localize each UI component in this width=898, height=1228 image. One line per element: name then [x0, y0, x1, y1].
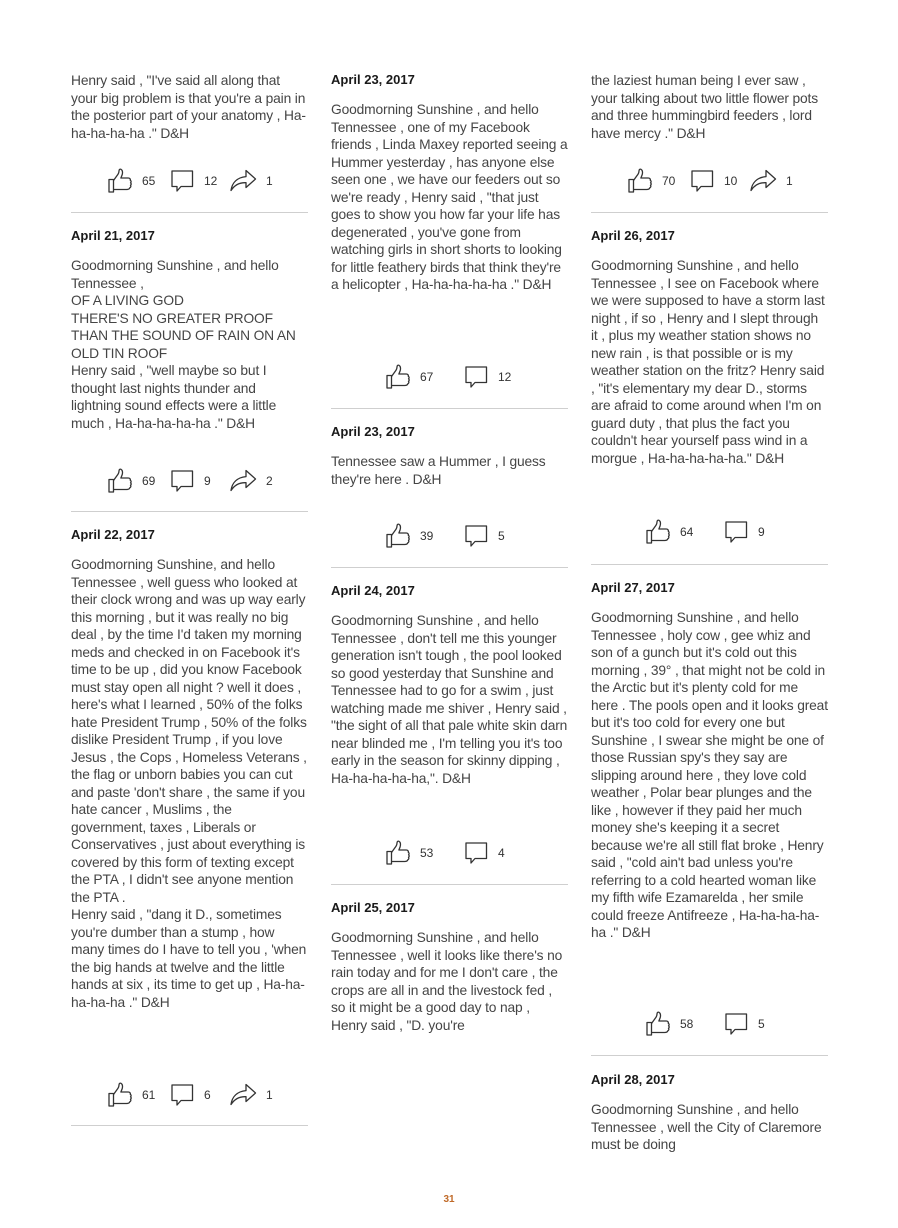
share-count: 1 [266, 1088, 273, 1102]
post-actions [331, 523, 568, 549]
post-actions [591, 168, 828, 194]
comment-count: 5 [758, 1017, 765, 1031]
like-count: 53 [420, 846, 434, 860]
comment-count: 5 [498, 529, 505, 543]
like-button[interactable] [627, 168, 675, 194]
post-date: April 22, 2017 [71, 527, 155, 542]
post-actions [331, 364, 568, 390]
like-count: 67 [420, 370, 434, 384]
share-button[interactable] [229, 168, 273, 194]
post-text: Goodmorning Sunshine , and hello Tennessee , well the City of Claremore must be doing [591, 1102, 822, 1152]
share-button[interactable] [749, 168, 793, 194]
share-arrow-icon [229, 168, 257, 194]
post-date: April 27, 2017 [591, 580, 675, 595]
thumbs-up-icon [107, 1082, 133, 1108]
like-count: 70 [662, 174, 676, 188]
like-button[interactable] [107, 468, 155, 494]
like-button[interactable] [645, 1011, 693, 1037]
post-date: April 25, 2017 [331, 900, 415, 915]
comment-count: 10 [724, 174, 738, 188]
like-button[interactable] [107, 168, 155, 194]
share-count: 1 [786, 174, 793, 188]
post-text: Goodmorning Sunshine , and hello Tennessee , holy cow , gee whiz and son of a gunch but it's cold out this morning , 39° , that might not be cold in the Arctic but it's plenty cold for me here . The pools open and it looks great but it's too cold for every one but Sunshine , I swear she might be one of those Russian spy's they say are slipping around here , they love cold weather , Polar bear plunges and the like , however if they paid her much money she's keeping it a secret because we're all still flat broke , Henry said , "cold ain't bad unless you're referring to a cold hearted woman like my fifth wife Ezamarelda , her smile could freeze Antifreeze , Ha-ha-ha-ha-ha ." D&H [591, 610, 828, 940]
thumbs-up-icon [385, 364, 411, 390]
post-actions [591, 1011, 828, 1037]
post-actions [71, 168, 308, 194]
post-divider [71, 1125, 308, 1126]
comment-count: 9 [204, 474, 211, 488]
post-divider [331, 567, 568, 568]
comment-count: 9 [758, 525, 765, 539]
comment-button[interactable] [169, 1082, 211, 1108]
post-divider [331, 884, 568, 885]
thumbs-up-icon [107, 468, 133, 494]
thumbs-up-icon [645, 1011, 671, 1037]
share-arrow-icon [229, 1082, 257, 1108]
post-text: Goodmorning Sunshine , and hello Tennessee , OF A LIVING GOD THERE'S NO GREATER PROOF THAN THE SOUND OF RAIN ON AN OLD TIN ROOF Henry said , "well maybe so but I thought last nights thunder and lightning sound effects were a little much , Ha-ha-ha-ha-ha ." D&H [71, 258, 296, 431]
comment-icon [723, 1011, 749, 1037]
thumbs-up-icon [385, 523, 411, 549]
comment-button[interactable] [169, 168, 217, 194]
post-actions [71, 468, 308, 494]
post-divider [331, 408, 568, 409]
comment-count: 4 [498, 846, 505, 860]
post-actions [591, 519, 828, 545]
like-count: 61 [142, 1088, 156, 1102]
post-date: April 21, 2017 [71, 228, 155, 243]
share-arrow-icon [749, 168, 777, 194]
like-button[interactable] [385, 840, 433, 866]
comment-icon [169, 1082, 195, 1108]
page-number: 31 [443, 1194, 455, 1205]
post-text: Goodmorning Sunshine , and hello Tennessee , one of my Facebook friends , Linda Maxey reported seeing a Hummer yesterday , has anyone else seen one , we have our feeders out so we're ready , Henry said , "that just goes to show you how far your life has degenerated , you've gone from watching girls in short shorts to looking for little feathery birds that think they're a helicopter , Ha-ha-ha-ha-ha ." D&H [331, 102, 568, 292]
like-button[interactable] [645, 519, 693, 545]
like-button[interactable] [385, 523, 433, 549]
thumbs-up-icon [385, 840, 411, 866]
comment-icon [689, 168, 715, 194]
comment-icon [723, 519, 749, 545]
post-date: April 28, 2017 [591, 1072, 675, 1087]
like-count: 65 [142, 174, 156, 188]
comment-icon [463, 840, 489, 866]
comment-button[interactable] [169, 468, 211, 494]
post-text: Henry said , "I've said all along that your big problem is that you're a pain in the posterior part of your anatomy , Ha-ha-ha-ha-ha ." D&H [71, 73, 306, 141]
post-text: Tennessee saw a Hummer , I guess they're here . D&H [331, 454, 546, 487]
comment-count: 12 [204, 174, 218, 188]
like-count: 58 [680, 1017, 694, 1031]
share-count: 2 [266, 474, 273, 488]
like-count: 69 [142, 474, 156, 488]
comment-count: 6 [204, 1088, 211, 1102]
comment-button[interactable] [689, 168, 737, 194]
post-text: Goodmorning Sunshine, and hello Tennessee , well guess who looked at their clock wrong and was up way early this morning , but it was really no big deal , by the time I'd taken my morning meds and checked in on Facebook it's time to be up , did you know Facebook must stay open all night ? well it does , here's what I learned , 50% of the folks hate President Trump , 50% of the folks dislike President Trump , if you love Jesus , the Cops , Homeless Veterans , the flag or unborn babies you can cut and paste 'don't share , the same if you hate cancer , Muslims , the government, taxes , Liberals or Conservatives , just about everything is covered by this form of texting except the PTA , I didn't see anyone mention the PTA . Henry said , "dang it D., sometimes you're dumber than a stump , how many times do I have to tell you , 'when the big hands at twelve and the little hands at six , its time to get up , Ha-ha-ha-ha-ha ." D&H [71, 557, 307, 1010]
share-button[interactable] [229, 468, 273, 494]
comment-count: 12 [498, 370, 512, 384]
post-divider [591, 1055, 828, 1056]
post-divider [71, 511, 308, 512]
post-text: Goodmorning Sunshine , and hello Tennessee , don't tell me this younger generation isn't tough , the pool looked so good yesterday that Sunshine and Tennessee had to go for a swim , just watching made me shiver , Henry said , "the sight of all that pale white skin darn near blinded me , I'm telling you it's too early in the season for skinny dipping , Ha-ha-ha-ha-ha,". D&H [331, 613, 568, 786]
comment-button[interactable] [463, 523, 505, 549]
share-button[interactable] [229, 1082, 273, 1108]
thumbs-up-icon [627, 168, 653, 194]
comment-button[interactable] [723, 1011, 765, 1037]
comment-button[interactable] [723, 519, 765, 545]
post-actions [71, 1082, 308, 1108]
share-count: 1 [266, 174, 273, 188]
comment-icon [169, 468, 195, 494]
comment-button[interactable] [463, 840, 505, 866]
comment-icon [463, 523, 489, 549]
like-button[interactable] [385, 364, 433, 390]
thumbs-up-icon [645, 519, 671, 545]
post-divider [591, 564, 828, 565]
like-button[interactable] [107, 1082, 155, 1108]
post-text: the laziest human being I ever saw , your talking about two little flower pots and three hummingbird feeders , lord have mercy ." D&H [591, 73, 818, 141]
post-date: April 23, 2017 [331, 72, 415, 87]
comment-icon [169, 168, 195, 194]
post-divider [591, 212, 828, 213]
post-date: April 26, 2017 [591, 228, 675, 243]
comment-button[interactable] [463, 364, 511, 390]
comment-icon [463, 364, 489, 390]
post-actions [331, 840, 568, 866]
post-date: April 23, 2017 [331, 424, 415, 439]
like-count: 64 [680, 525, 694, 539]
post-divider [71, 212, 308, 213]
share-arrow-icon [229, 468, 257, 494]
post-text: Goodmorning Sunshine , and hello Tennessee , I see on Facebook where we were supposed to have a storm last night , if so , Henry and I slept through it , plus my weather station shows no new rain , is that possible or is my weather station on the fritz? Henry said , "it's elementary my dear D., storms are afraid to come around when I'm on guard duty , that plus the fact you couldn't hear yourself pass wind in a morgue , Ha-ha-ha-ha-ha." D&H [591, 258, 825, 466]
post-date: April 24, 2017 [331, 583, 415, 598]
like-count: 39 [420, 529, 434, 543]
thumbs-up-icon [107, 168, 133, 194]
post-text: Goodmorning Sunshine , and hello Tennessee , well it looks like there's no rain today and for me I don't care , the crops are all in and the livestock fed , so it might be a good day to nap , Henry said , "D. you're [331, 930, 563, 1033]
